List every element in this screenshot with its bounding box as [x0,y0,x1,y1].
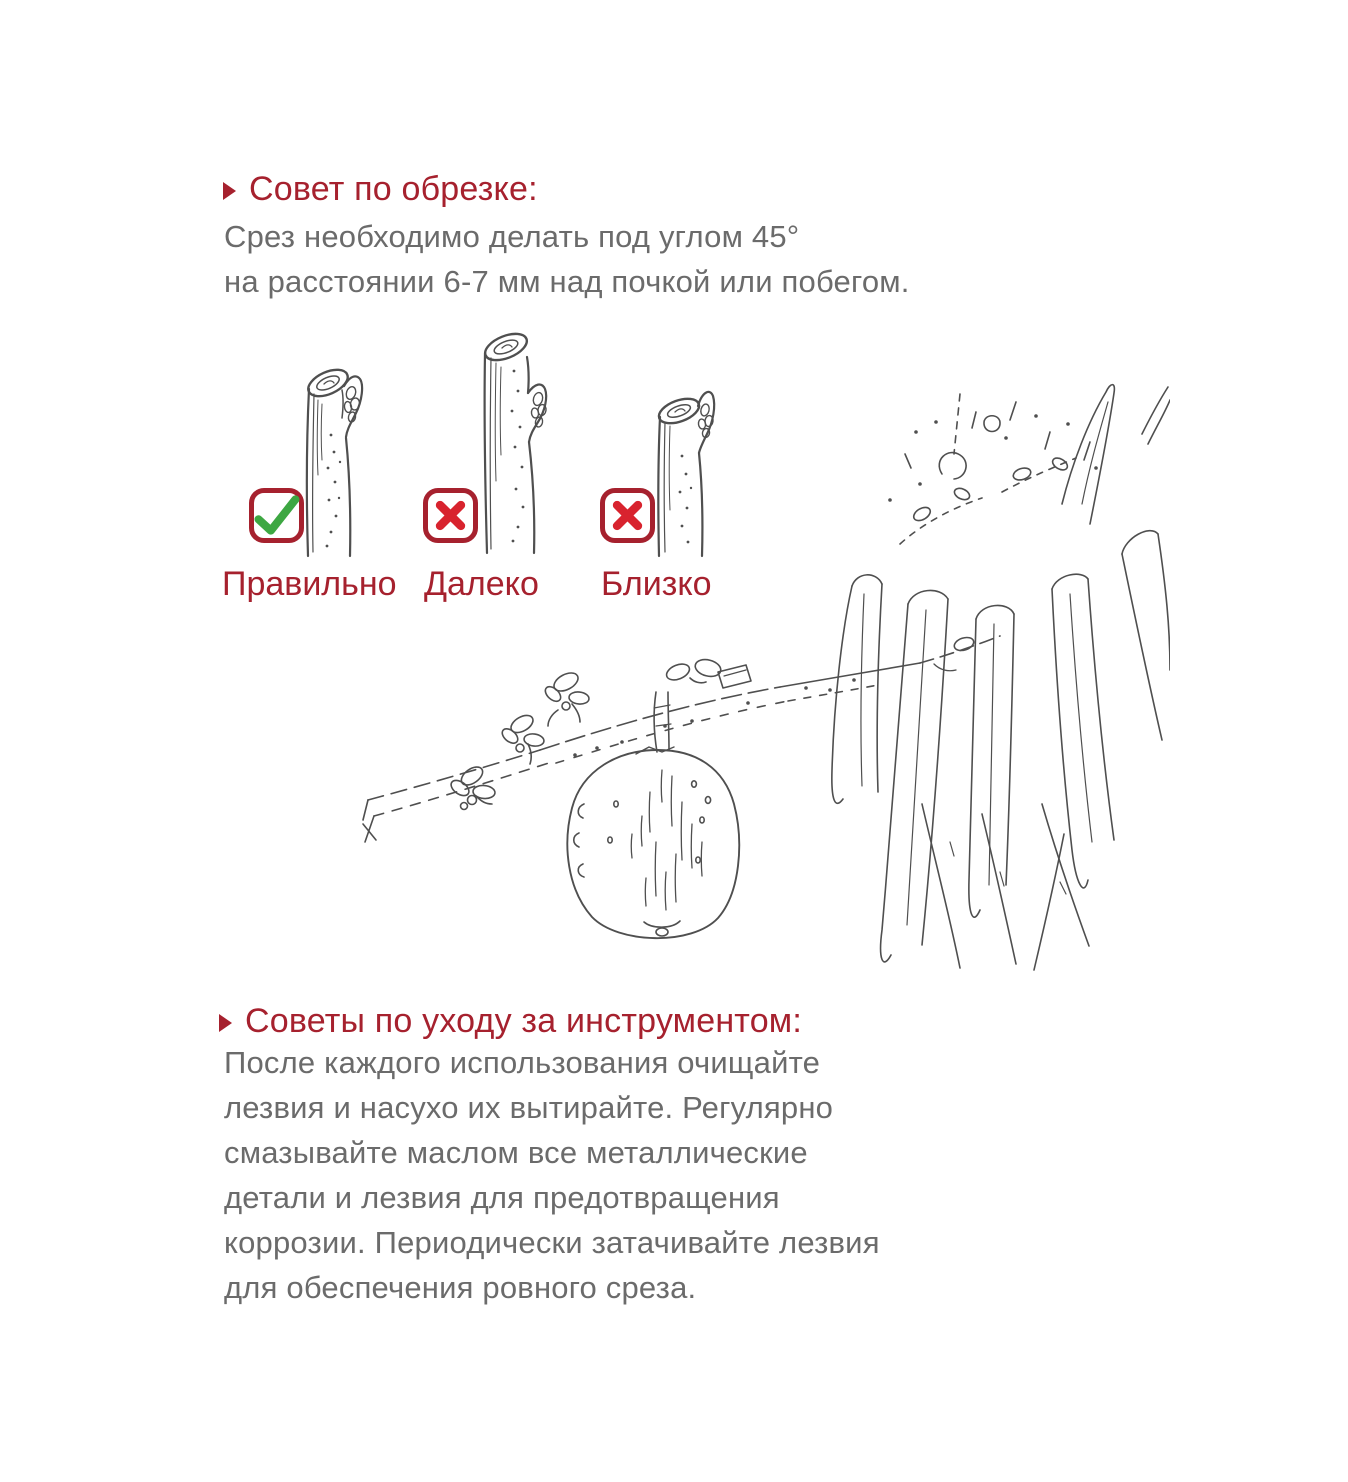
branch-with-berry-sketch [360,372,1170,978]
care-body-line-4: детали и лезвия для предотвращения [224,1180,780,1215]
care-body-line-2: лезвия и насухо их вытирайте. Регулярно [224,1090,834,1125]
pruning-section-heading: Совет по обрезке: [249,170,538,208]
care-section-heading: Советы по уходу за инструментом: [245,1002,803,1040]
label-far: Далеко [424,565,539,603]
care-body-line-5: коррозии. Периодически затачивайте лезвия [224,1225,880,1260]
pruning-body-line-2: на расстоянии 6-7 мм над почкой или побегом. [224,264,910,299]
pruning-section-body [224,214,910,304]
care-section-body [224,1040,880,1310]
care-body-line-3: смазывайте маслом все металлические [224,1135,808,1170]
label-correct: Правильно [222,565,397,603]
correct-badge [249,488,304,543]
triangle-bullet-icon [219,1014,232,1032]
care-body-line-6: для обеспечения ровного среза. [224,1270,697,1305]
label-close: Близко [601,565,712,603]
check-icon [250,489,303,542]
pruning-body-line-1: Срез необходимо делать под углом 45° [224,219,800,254]
triangle-bullet-icon [223,182,236,200]
care-body-line-1: После каждого использования очищайте [224,1045,821,1080]
